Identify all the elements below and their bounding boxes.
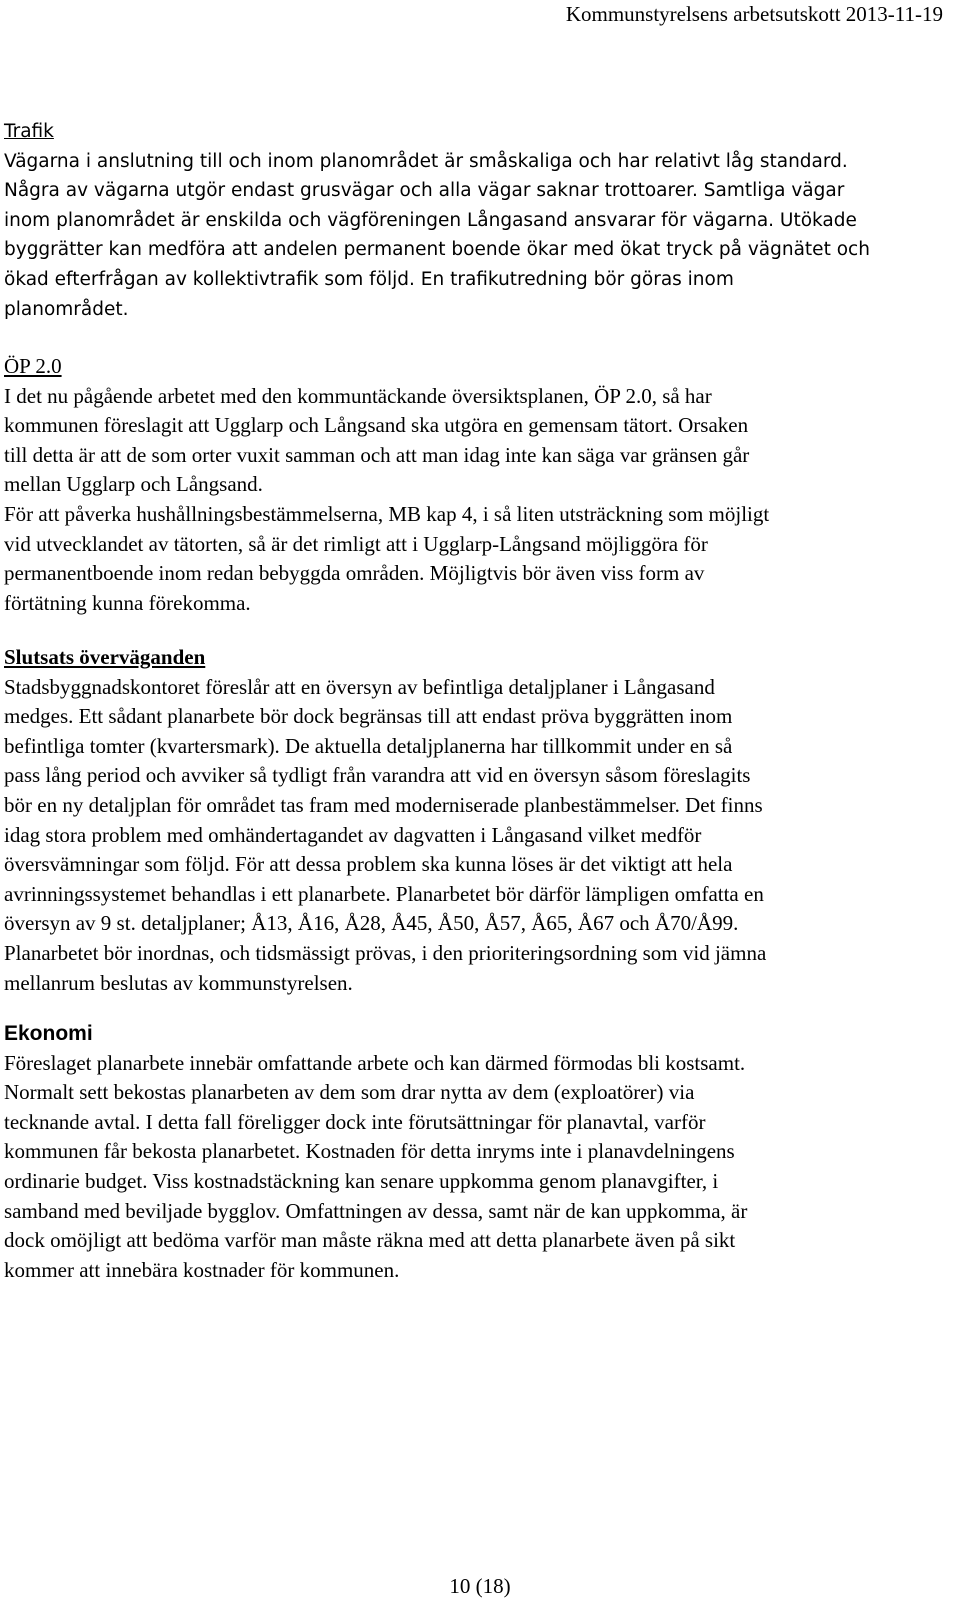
section-trafik: [4, 117, 949, 324]
page-number: 10 (18): [449, 1574, 511, 1598]
text-line: mellan Ugglarp och Långsand.: [4, 472, 263, 497]
section-heading-op: ÖP 2.0: [4, 354, 62, 378]
text-line: Normalt sett bekostas planarbeten av dem som drar nytta av dem (exploatörer) via: [4, 1080, 695, 1105]
text-line: kommunen får bekosta planarbetet. Kostnaden för detta inryms inte i planavdelningens: [4, 1139, 735, 1164]
text-line: kommer att innebära kostnader för kommunen.: [4, 1257, 400, 1282]
section-heading-ekonomi: Ekonomi: [4, 1022, 93, 1045]
text-line: inom planområdet är enskilda och vägföreningen Långasand ansvarar för vägarna. Utökade: [4, 209, 857, 231]
text-line: översyn av 9 st. detaljplaner; Å13, Å16, Å28, Å45, Å50, Å57, Å65, Å67 och Å70/Å99.: [4, 911, 739, 936]
text-line: Några av vägarna utgör endast grusvägar och alla vägar saknar trottoarer. Samtliga vägar: [4, 180, 845, 202]
text-line: pass lång period och avviker så tydligt från varandra att vid en översyn såsom föreslagits: [4, 763, 751, 788]
text-line: mellanrum beslutas av kommunstyrelsen.: [4, 970, 353, 995]
section-op: [4, 352, 949, 618]
text-line: I det nu pågående arbetet med den kommuntäckande översiktsplanen, ÖP 2.0, så har: [4, 383, 712, 408]
text-line: avrinningssystemet behandlas i ett planarbete. Planarbetet bör därför lämpligen omfatta en: [4, 881, 764, 906]
text-line: samband med beviljade bygglov. Omfattningen av dessa, samt när de kan uppkomma, är: [4, 1198, 748, 1223]
text-line: permanentboende inom redan bebyggda områden. Möjligtvis bör även viss form av: [4, 561, 705, 586]
text-line: dock omöjligt att bedöma varför man måste räkna med att detta planarbete även på sikt: [4, 1228, 736, 1253]
text-line: till detta är att de som orter vuxit samman och att man idag inte kan säga var gränsen går: [4, 442, 750, 467]
section-ekonomi: [4, 1019, 949, 1285]
text-line: Planarbetet bör inordnas, och tidsmässigt prövas, i den prioriteringsordning som vid jämna: [4, 940, 767, 965]
text-line: ordinarie budget. Viss kostnadstäckning kan senare uppkomma genom planavgifter, i: [4, 1168, 719, 1193]
page-header: Kommunstyrelsens arbetsutskott 2013-11-19: [565, 2, 943, 26]
text-line: För att påverka hushållningsbestämmelserna, MB kap 4, i så liten utsträckning som möjligt: [4, 501, 770, 526]
section-heading-slutsats: Slutsats överväganden: [4, 645, 206, 669]
text-line: byggrätter kan medföra att andelen permanent boende ökar med ökat tryck på vägnätet och: [4, 239, 870, 261]
section-slutsats: [4, 643, 949, 998]
text-line: bör en ny detaljplan för området tas fram med moderniserade planbestämmelser. Det finns: [4, 792, 763, 817]
text-line: medges. Ett sådant planarbete bör dock begränsas till att endast pröva byggrätten inom: [4, 704, 733, 729]
text-line: förtätning kunna förekomma.: [4, 590, 251, 615]
text-line: vid utvecklandet av tätorten, så är det rimligt att i Ugglarp-Långsand möjliggöra för: [4, 531, 708, 556]
section-heading-trafik: Trafik: [4, 121, 54, 142]
text-line: Vägarna i anslutning till och inom planområdet är småskaliga och har relativt låg standard.: [4, 150, 848, 172]
text-line: planområdet.: [4, 298, 129, 320]
text-line: Stadsbyggnadskontoret föreslår att en översyn av befintliga detaljplaner i Långasand: [4, 674, 715, 699]
text-line: kommunen föreslagit att Ugglarp och Långsand ska utgöra en gemensam tätort. Orsaken: [4, 413, 749, 438]
text-line: idag stora problem med omhändertagandet av dagvatten i Långasand vilket medför: [4, 822, 702, 847]
text-line: Föreslaget planarbete innebär omfattande arbete och kan därmed förmodas bli kostsamt.: [4, 1050, 746, 1075]
text-line: tecknande avtal. I detta fall föreligger dock inte förutsättningar för planavtal, varför: [4, 1109, 706, 1134]
text-line: ökad efterfrågan av kollektivtrafik som följd. En trafikutredning bör göras inom: [4, 268, 734, 290]
text-line: befintliga tomter (kvartersmark). De aktuella detaljplanerna har tillkommit under en så: [4, 733, 733, 758]
text-line: översvämningar som följd. För att dessa problem ska kunna löses är det viktigt att hela: [4, 852, 733, 877]
